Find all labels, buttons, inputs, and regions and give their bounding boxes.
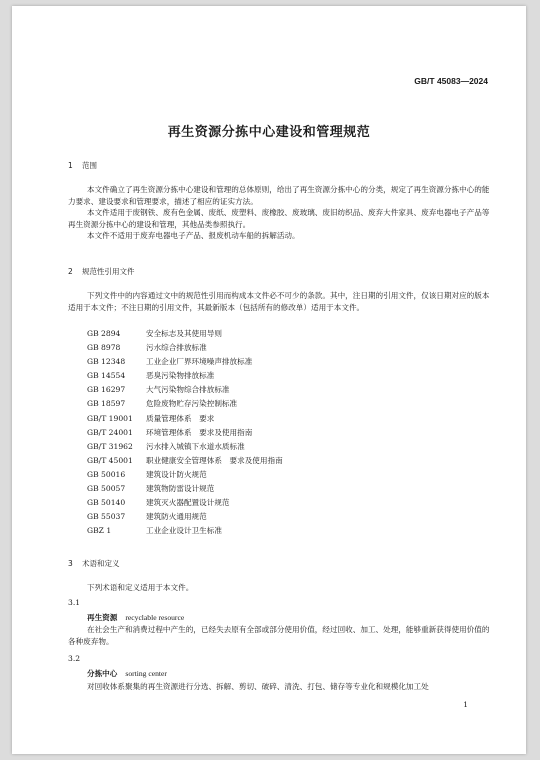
reference-item: GB 50057 建筑物防雷设计规范 xyxy=(87,484,215,493)
section-number: 1 xyxy=(68,161,73,170)
standard-code: GB/T 45083—2024 xyxy=(414,76,488,86)
term-number: 3.1 xyxy=(68,598,81,607)
reference-item: GB/T 31962 污水排入城镇下水道水质标准 xyxy=(87,442,245,451)
term-name-en: sorting center xyxy=(125,669,167,678)
term-heading xyxy=(87,668,167,679)
normative-intro: 下列文件中的内容通过文中的规范性引用而构成本文件必不可少的条款。其中，注日期的引用文件，仅该日期对应的版本适用于本文件；不注日期的引用文件，其最新版本（包括所有的修改单）适用于本文件。 xyxy=(68,291,490,312)
section-heading-scope xyxy=(68,160,97,171)
page-number: 1 xyxy=(463,700,468,709)
reference-item: GB 8978 污水综合排放标准 xyxy=(87,343,207,352)
term-definition: 在社会生产和消费过程中产生的，已经失去原有全部或部分使用价值，经过回收、加工、处理，能够重新获得使用价值的各种废弃物。 xyxy=(68,625,490,646)
section-number: 2 xyxy=(68,267,73,276)
term-heading xyxy=(87,612,184,623)
term-name-en: recyclable resource xyxy=(125,613,185,622)
scope-paragraph: 本文件适用于废钢铁、废有色金属、废纸、废塑料、废橡胶、废玻璃、废旧纺织品、废弃大件家具、废弃电器电子产品等再生资源分拣中心的建设和管理，其他品类参照执行。 xyxy=(68,208,490,229)
section-title: 规范性引用文件 xyxy=(82,267,135,276)
reference-item: GB 12348 工业企业厂界环境噪声排放标准 xyxy=(87,357,253,366)
scope-paragraph: 本文件确立了再生资源分拣中心建设和管理的总体原则，给出了再生资源分拣中心的分类，规定了再生资源分拣中心的能力要求、建设要求和管理要求，描述了相应的证实方法。 xyxy=(68,185,490,206)
reference-item: GB 50140 建筑灭火器配置设计规范 xyxy=(87,498,230,507)
section-title: 范围 xyxy=(82,161,97,170)
reference-item: GB 2894 安全标志及其使用导则 xyxy=(87,329,222,338)
reference-item: GB 55037 建筑防火通用规范 xyxy=(87,512,207,521)
section-title: 术语和定义 xyxy=(82,559,120,568)
document-title: 再生资源分拣中心建设和管理规范 xyxy=(167,125,371,140)
section-heading-normative-references xyxy=(68,266,135,277)
reference-item: GB 18597 危险废物贮存污染控制标准 xyxy=(87,399,238,408)
scope-paragraph: 本文件不适用于废弃电器电子产品、报废机动车船的拆解活动。 xyxy=(87,231,300,240)
term-definition: 对回收体系聚集的再生资源进行分选、拆解、剪切、破碎、清洗、打包、储存等专业化和规模化加工处 xyxy=(87,682,429,691)
reference-item: GB 14554 恶臭污染物排放标准 xyxy=(87,371,215,380)
term-number: 3.2 xyxy=(68,654,81,663)
document-page xyxy=(12,6,526,754)
section-heading-terms xyxy=(68,558,120,569)
reference-item: GBZ 1 工业企业设计卫生标准 xyxy=(87,526,222,535)
reference-item: GB 16297 大气污染物综合排放标准 xyxy=(87,385,230,394)
terms-intro: 下列术语和定义适用于本文件。 xyxy=(87,583,194,592)
section-number: 3 xyxy=(68,559,73,568)
reference-item: GB/T 19001 质量管理体系 要求 xyxy=(87,414,215,423)
reference-item: GB/T 24001 环境管理体系 要求及使用指南 xyxy=(87,428,253,437)
reference-item: GB/T 45001 职业健康安全管理体系 要求及使用指南 xyxy=(87,456,283,465)
term-name-cn: 分拣中心 xyxy=(87,669,118,678)
reference-item: GB 50016 建筑设计防火规范 xyxy=(87,470,207,479)
term-name-cn: 再生资源 xyxy=(87,613,118,622)
